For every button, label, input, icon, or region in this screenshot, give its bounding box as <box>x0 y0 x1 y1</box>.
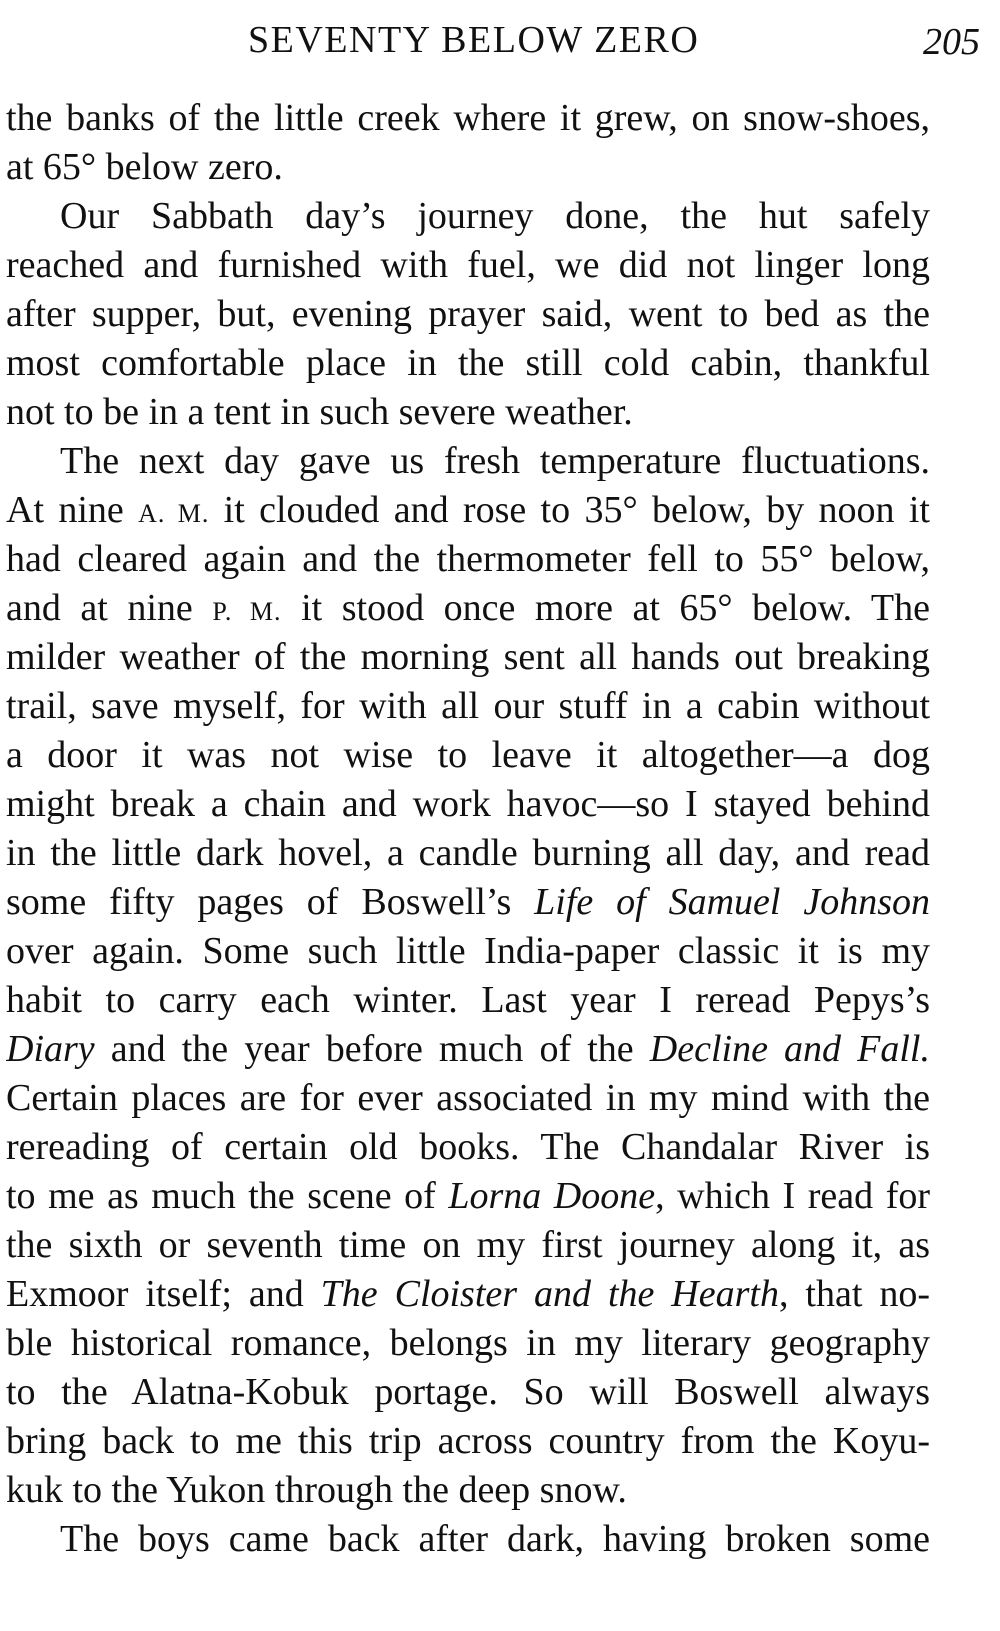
text-line: and at nine P. M. it stood once more at 65° below. The <box>6 587 930 629</box>
text-line: Diary and the year before much of the Decline and Fall. <box>6 1028 930 1070</box>
text-line: habit to carry each winter. Last year I reread Pepys’s <box>6 979 930 1021</box>
text-line: had cleared again and the thermometer fell to 55° below, <box>6 538 930 580</box>
running-title: SEVENTY BELOW ZERO <box>248 19 700 61</box>
text-line: a door it was not wise to leave it altogether—a dog <box>6 734 930 776</box>
text-line: ble historical romance, belongs in my literary geography <box>6 1322 930 1364</box>
text-line: Certain places are for ever associated in my mind with the <box>6 1077 930 1119</box>
text-line: most comfortable place in the still cold cabin, thankful <box>6 342 930 384</box>
text-line: The next day gave us fresh temperature fluctuations. <box>60 440 930 482</box>
text-line: The boys came back after dark, having broken some <box>60 1518 930 1560</box>
text-line: not to be in a tent in such severe weather. <box>6 391 633 433</box>
text-line: the banks of the little creek where it grew, on snow-shoes, <box>6 97 930 139</box>
text-line: reached and furnished with fuel, we did not linger long <box>6 244 930 286</box>
text-line: kuk to the Yukon through the deep snow. <box>6 1469 627 1511</box>
text-line: after supper, but, evening prayer said, went to bed as the <box>6 293 930 335</box>
text-line: At nine A. M. it clouded and rose to 35° below, by noon it <box>6 489 930 531</box>
text-line: trail, save myself, for with all our stuff in a cabin without <box>6 685 930 727</box>
text-line: to the Alatna-Kobuk portage. So will Boswell always <box>6 1371 930 1413</box>
text-line: at 65° below zero. <box>6 146 283 188</box>
text-line: over again. Some such little India-paper classic it is my <box>6 930 930 972</box>
text-line: in the little dark hovel, a candle burning all day, and read <box>6 832 930 874</box>
text-line: the sixth or seventh time on my first journey along it, as <box>6 1224 930 1266</box>
text-line: rereading of certain old books. The Chandalar River is <box>6 1126 930 1168</box>
body-text <box>6 94 930 1564</box>
text-line: some fifty pages of Boswell’s Life of Samuel Johnson <box>6 881 930 923</box>
text-line: Exmoor itself; and The Cloister and the Hearth, that no- <box>6 1273 930 1315</box>
text-line: Our Sabbath day’s journey done, the hut safely <box>60 195 930 237</box>
page-number: 205 <box>923 21 980 63</box>
running-header <box>0 14 1000 74</box>
text-line: milder weather of the morning sent all hands out breaking <box>6 636 930 678</box>
text-line: to me as much the scene of Lorna Doone, which I read for <box>6 1175 930 1217</box>
text-line: might break a chain and work havoc—so I stayed behind <box>6 783 930 825</box>
text-line: bring back to me this trip across country from the Koyu- <box>6 1420 930 1462</box>
